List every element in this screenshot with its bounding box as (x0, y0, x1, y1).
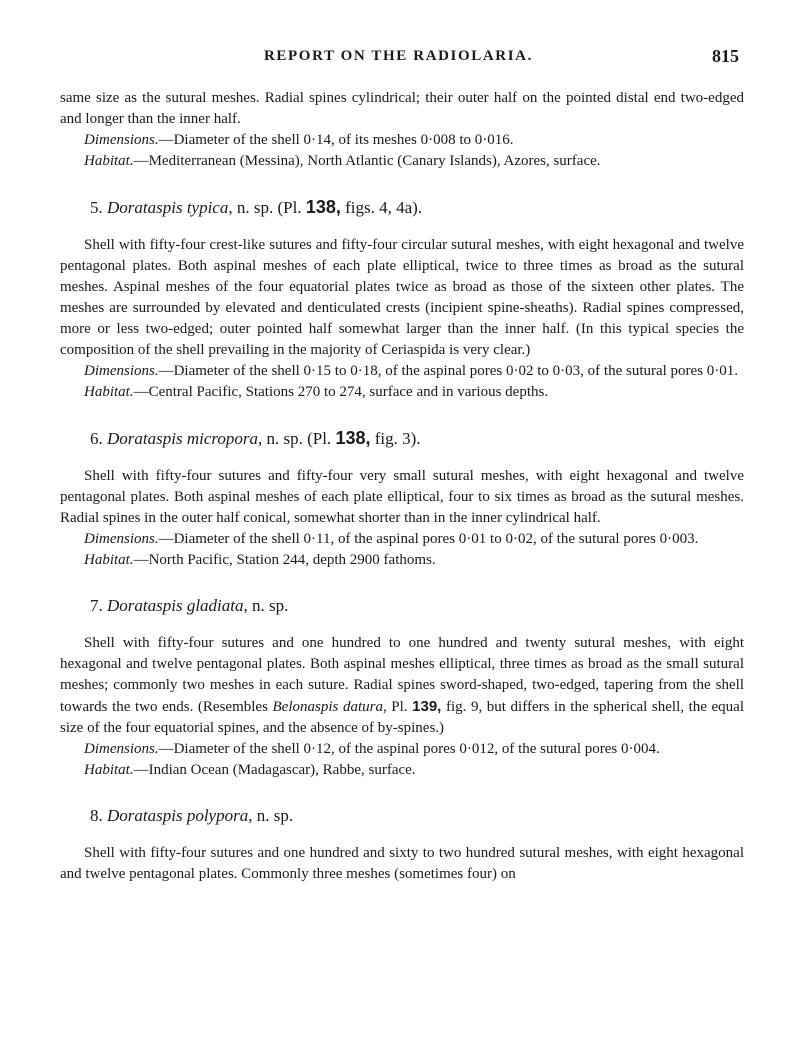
description-part: Shell with fifty-four sutures and one hundred to one hundred and twenty sutural meshes, with eight hexagonal and twelve pentagonal plates. Both aspinal meshes elliptical, three times as broad as the small sutural meshes; commonly two meshes in each suture. Radial spines sword-shaped, two-edged, tapering from the shell towards the two ends. (Resembles (60, 635, 744, 715)
description-part: fig. 9, but differs in the spherical shell, the equal size of the four equatorial spines, and the absence of by-spines.) (60, 699, 745, 736)
species-name: Dorataspis micropora (107, 429, 258, 448)
species-name: Dorataspis typica (107, 198, 229, 217)
species-description: Shell with fifty-four sutures and one hundred and sixty to two hundred sutural meshes, with eight hexagonal and twelve pentagonal plates. Commonly three meshes (sometimes four) on (60, 845, 744, 882)
habitat-label: Habitat. (84, 384, 134, 400)
habitat-text: —North Pacific, Station 244, depth 2900 fathoms. (133, 552, 436, 568)
species-suffix: , n. sp. (Pl. (228, 198, 306, 217)
species-suffix: , n. sp. (248, 806, 294, 825)
species-habitat (60, 382, 744, 403)
page-number: 815 (712, 46, 739, 66)
species-heading (60, 196, 744, 219)
species-number: 6. (90, 429, 103, 448)
plate-number: 138, (305, 197, 341, 217)
page-header (0, 44, 800, 74)
species-number: 8. (90, 806, 103, 825)
habitat-text: —Mediterranean (Messina), North Atlantic (Canary Islands), Azores, surface. (133, 153, 601, 169)
figure-ref: fig. 3). (370, 429, 421, 448)
dimensions-text: —Diameter of the shell 0·14, of its meshes 0·008 to 0·016. (158, 132, 514, 148)
figure-ref: figs. 4, 4a). (340, 198, 423, 217)
species-number: 7. (90, 596, 103, 615)
species-description (60, 633, 744, 739)
habitat-label: Habitat. (84, 153, 134, 169)
species-heading (60, 595, 744, 617)
species-heading (60, 805, 744, 827)
species-description: Shell with fifty-four crest-like sutures and fifty-four circular sutural meshes, with eight hexagonal and twelve pentagonal plates. Both aspinal meshes of each plate elliptical, twice to three times as broad as the sutural meshes. Aspinal meshes of the four equatorial plates twice as broad as those of the sixteen other plates. The meshes are surrounded by elevated and denticulated crests (incipient spine-sheaths). Radial spines compressed, more or less two-edged; outer pointed half somewhat larger than the inner half. (In this typical species the composition of the shell prevailing in the majority of Ceriaspida is very clear.) (60, 237, 744, 358)
species-habitat (60, 760, 744, 781)
dimensions-label: Dimensions. (84, 531, 159, 547)
species-name: Dorataspis gladiata (107, 596, 244, 615)
species-number: 5. (90, 198, 103, 217)
intro-habitat (60, 151, 744, 172)
dimensions-label: Dimensions. (84, 132, 159, 148)
cross-reference-species: Belonaspis datura (272, 699, 383, 715)
species-dimensions (60, 361, 744, 382)
habitat-text: —Central Pacific, Stations 270 to 274, surface and in various depths. (133, 384, 549, 400)
habitat-text: —Indian Ocean (Madagascar), Rabbe, surface. (133, 762, 416, 778)
species-description: Shell with fifty-four sutures and fifty-four very small sutural meshes, with eight hexagonal and twelve pentagonal plates. Both aspinal meshes of each plate elliptical, four to six times as broad as the sutural meshes. Radial spines in the outer half conical, somewhat shorter than in the inner cylindrical half. (60, 468, 744, 526)
dimensions-text: —Diameter of the shell 0·15 to 0·18, of the aspinal pores 0·02 to 0·03, of the sutural pores 0·01. (158, 363, 739, 379)
plate-number: 139, (412, 698, 442, 715)
dimensions-label: Dimensions. (84, 363, 159, 379)
species-suffix: , n. sp. (Pl. (257, 429, 336, 448)
species-habitat (60, 550, 744, 571)
species-dimensions (60, 739, 744, 760)
species-name: Dorataspis polypora (107, 806, 249, 825)
dimensions-text: —Diameter of the shell 0·12, of the aspinal pores 0·012, of the sutural pores 0·004. (158, 741, 660, 757)
description-part: , Pl. (382, 699, 413, 715)
habitat-label: Habitat. (84, 552, 134, 568)
page-body (60, 88, 744, 885)
species-dimensions (60, 529, 744, 550)
running-head: REPORT ON THE RADIOLARIA. (264, 48, 533, 64)
intro-dimensions (60, 130, 744, 151)
dimensions-text: —Diameter of the shell 0·11, of the aspinal pores 0·01 to 0·02, of the sutural pores 0·003. (158, 531, 699, 547)
dimensions-label: Dimensions. (84, 741, 159, 757)
intro-paragraph: same size as the sutural meshes. Radial spines cylindrical; their outer half on the pointed distal end two-edged and longer than the inner half. (60, 90, 744, 127)
habitat-label: Habitat. (84, 762, 134, 778)
species-heading (60, 427, 744, 450)
species-suffix: , n. sp. (243, 596, 289, 615)
plate-number: 138, (335, 428, 371, 448)
